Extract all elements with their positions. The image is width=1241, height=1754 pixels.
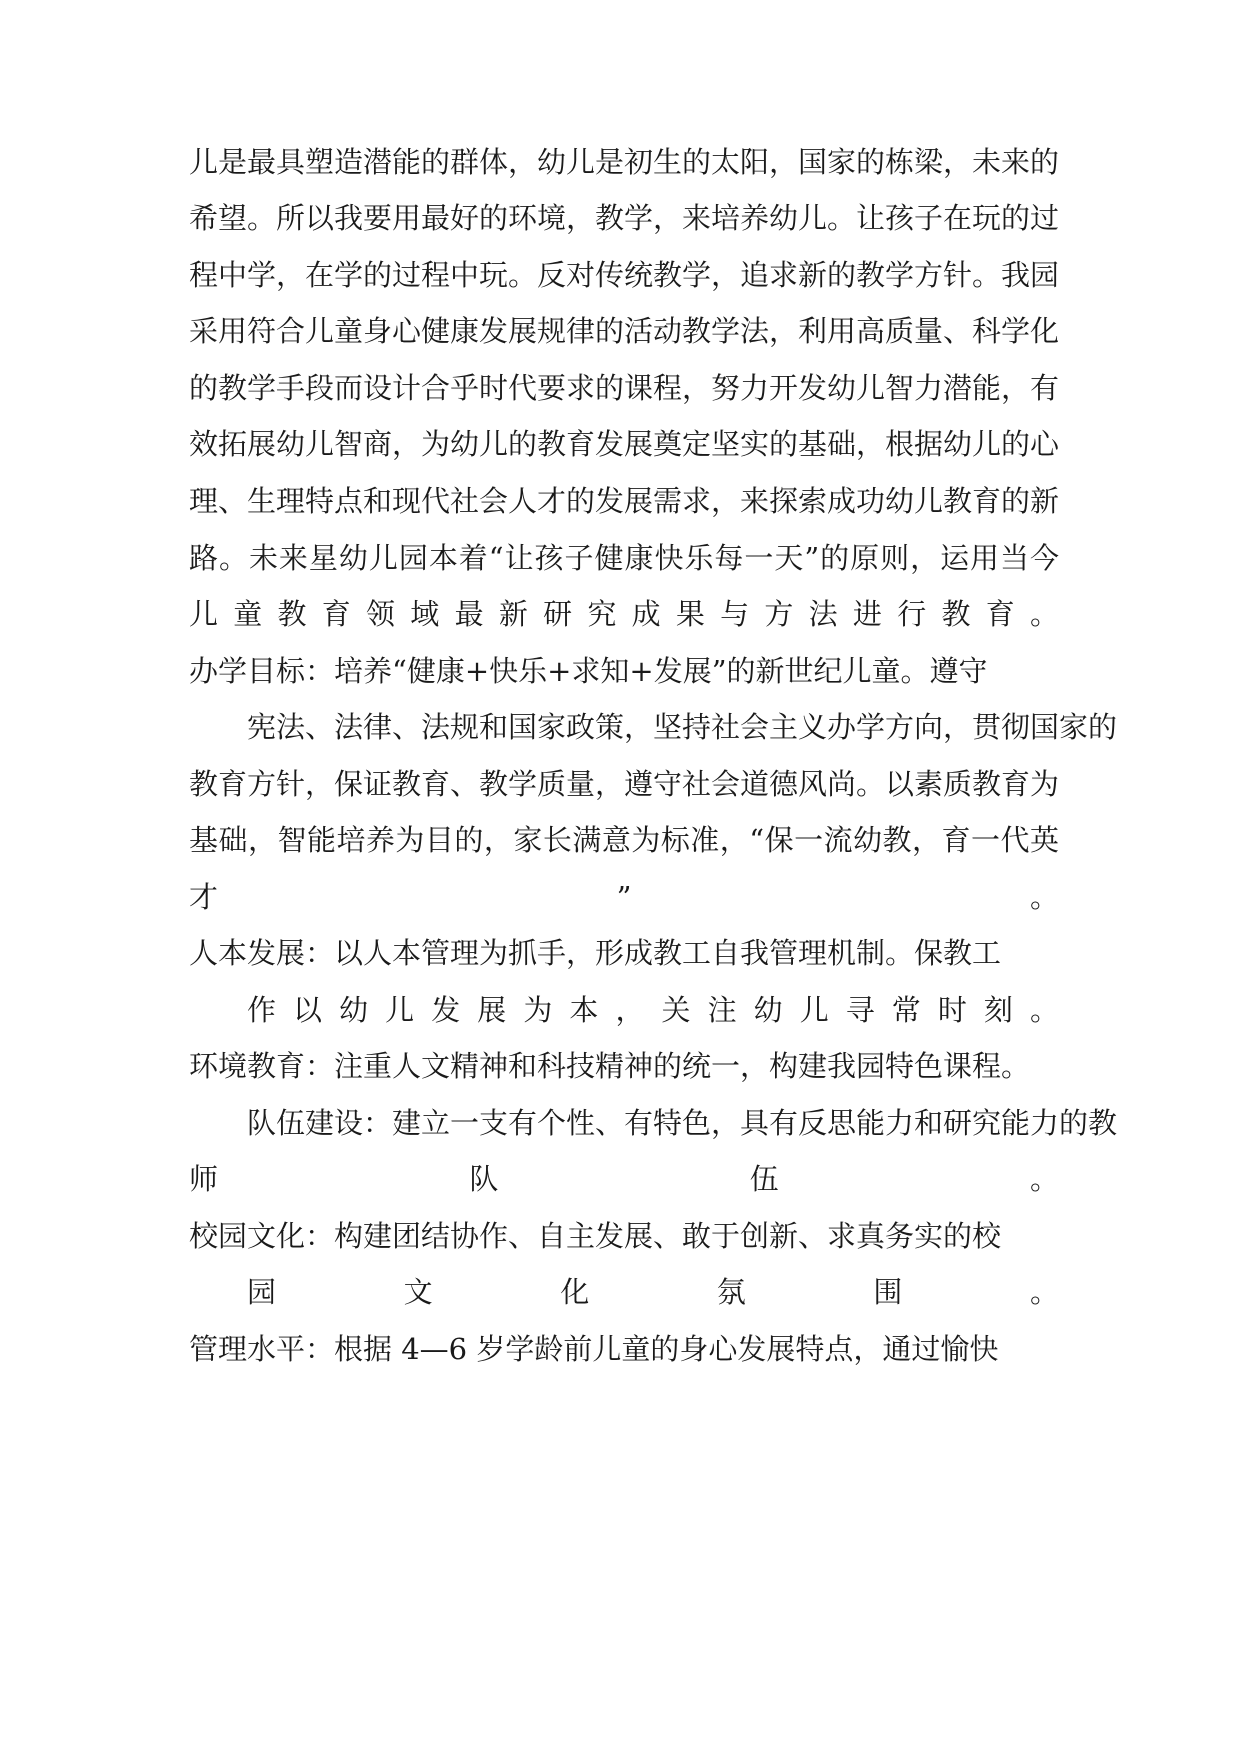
text-line: 基础，智能培养为目的，家长满意为标准，“保一流幼教，育一代英 xyxy=(189,823,1059,857)
text-line: 的教学手段而设计合乎时代要求的课程，努力开发幼儿智力潜能，有 xyxy=(189,371,1060,405)
text-line: 校园文化：构建团结协作、自主发展、敢于创新、求真务实的校 xyxy=(189,1219,1002,1253)
paragraph-first-line: 园文化氛围。 xyxy=(247,1275,1059,1309)
text-line: 理、生理特点和现代社会人才的发展需求，来探索成功幼儿教育的新 xyxy=(189,484,1060,518)
text-line: 程中学，在学的过程中玩。反对传统教学，追求新的教学方针。我园 xyxy=(189,258,1060,292)
paragraph-first-line: 作以幼儿发展为本，关注幼儿寻常时刻。 xyxy=(247,993,1059,1027)
paragraph-first-line: 宪法、法律、法规和国家政策，坚持社会主义办学方向，贯彻国家的 xyxy=(247,710,1118,744)
text-line: 才”。 xyxy=(189,880,1059,914)
text-line: 办学目标：培养“健康+快乐+求知+发展”的新世纪儿童。遵守 xyxy=(189,654,988,688)
text-line: 环境教育：注重人文精神和科技精神的统一，构建我园特色课程。 xyxy=(189,1049,1031,1083)
text-line: 师队伍。 xyxy=(189,1162,1059,1196)
text-line: 采用符合儿童身心健康发展规律的活动教学法，利用高质量、科学化 xyxy=(189,314,1060,348)
text-line: 人本发展：以人本管理为抓手，形成教工自我管理机制。保教工 xyxy=(189,936,1002,970)
text-line: 路。未来星幼儿园本着“让孩子健康快乐每一天”的原则，运用当今 xyxy=(189,541,1059,575)
text-line: 儿是最具塑造潜能的群体，幼儿是初生的太阳，国家的栋梁，未来的 xyxy=(189,145,1060,179)
text-line: 效拓展幼儿智商，为幼儿的教育发展奠定坚实的基础，根据幼儿的心 xyxy=(189,427,1060,461)
text-line: 教育方针，保证教育、教学质量，遵守社会道德风尚。以素质教育为 xyxy=(189,767,1060,801)
text-line: 儿童教育领域最新研究成果与方法进行教育。 xyxy=(189,597,1059,631)
paragraph-first-line: 队伍建设：建立一支有个性、有特色，具有反思能力和研究能力的教 xyxy=(247,1106,1118,1140)
text-line: 管理水平：根据 4—6 岁学龄前儿童的身心发展特点，通过愉快 xyxy=(189,1332,999,1366)
paragraph-first-line xyxy=(247,1377,1059,1433)
text-line: 希望。所以我要用最好的环境，教学，来培养幼儿。让孩子在玩的过 xyxy=(189,201,1060,235)
